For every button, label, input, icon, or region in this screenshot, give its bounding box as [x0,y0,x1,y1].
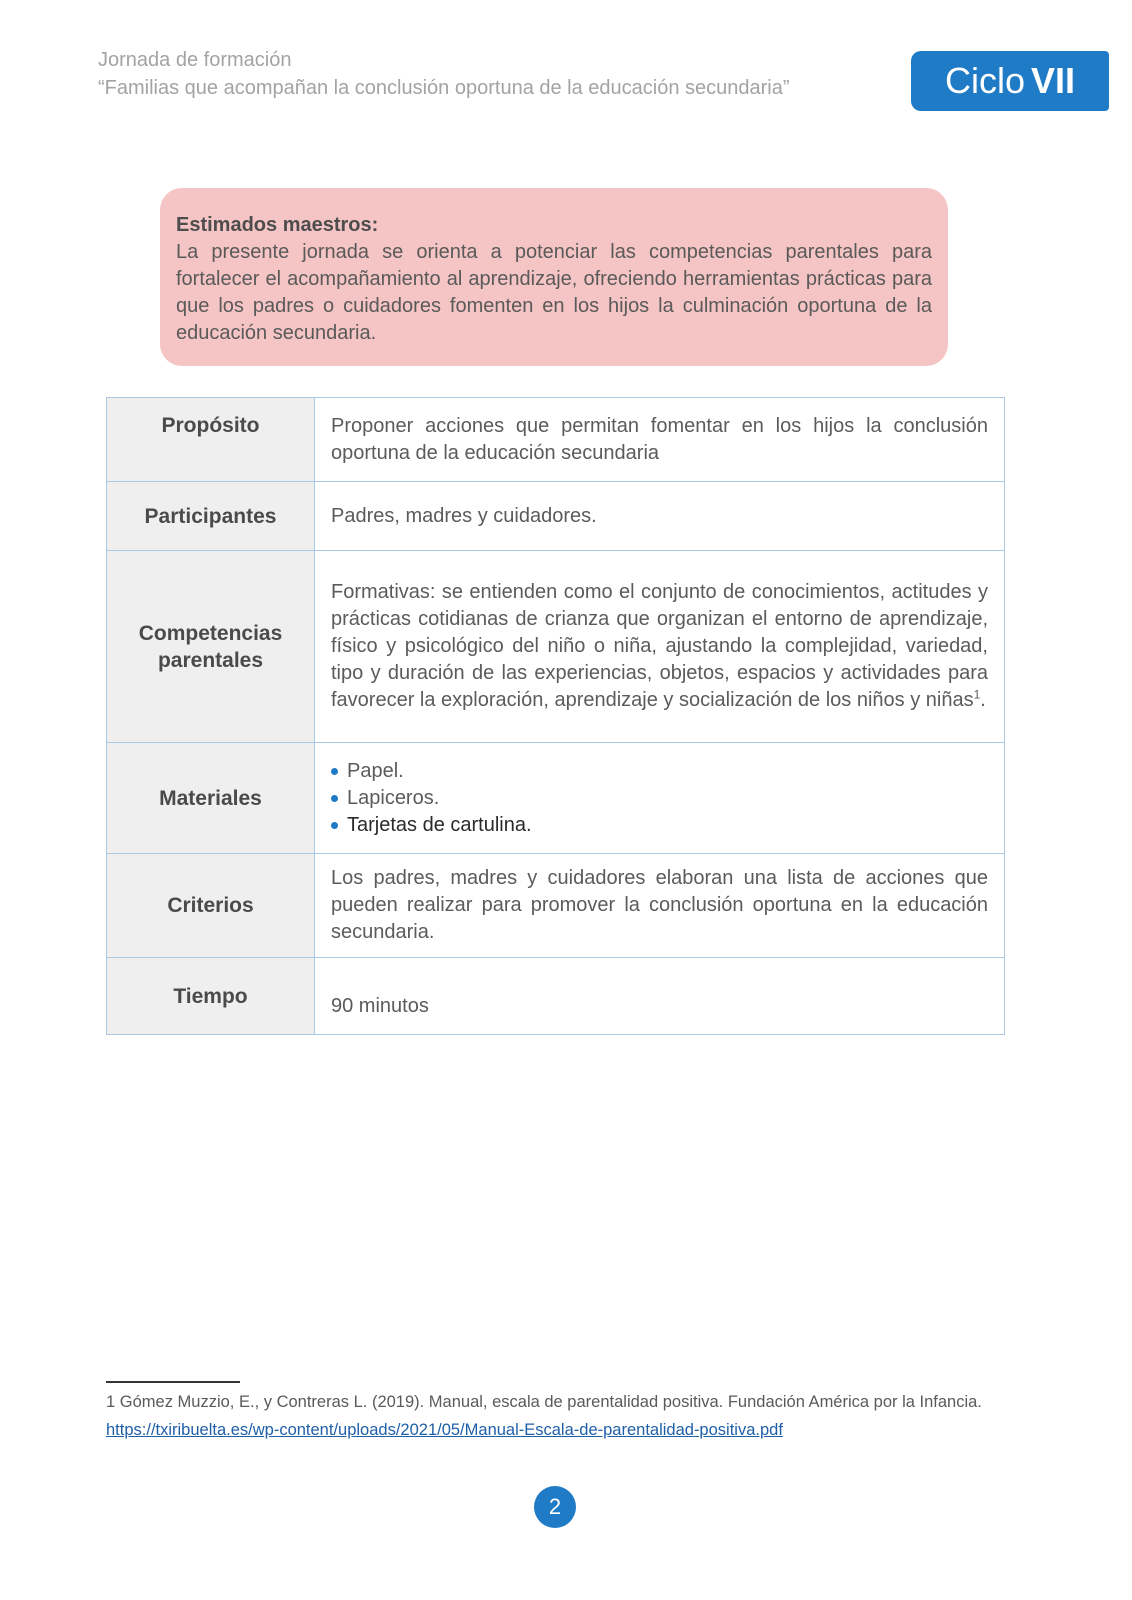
table-row-time [107,958,1005,1035]
row-label-materials: Materiales [107,743,315,854]
row-value-materials [315,743,1005,854]
row-value-criteria: Los padres, madres y cuidadores elaboran una lista de acciones que pueden realizar para promover la conclusión oportuna en la educación secundaria. [315,854,1005,958]
cycle-badge [911,51,1109,111]
table-row-competencies [107,551,1005,743]
row-value-participants: Padres, madres y cuidadores. [315,482,1005,551]
bullet-icon [331,822,338,829]
row-label-participants: Participantes [107,482,315,551]
list-item [331,785,988,812]
bullet-icon [331,768,338,775]
material-item-label: Tarjetas de cartulina. [347,813,532,836]
material-item-label: Lapiceros. [347,786,440,809]
material-item-label: Papel. [347,759,404,782]
note-body: La presente jornada se orienta a potenciar las competencias parentales para fortalecer el acompañamiento al aprendizaje, ofreciendo herramientas prácticas para que los padres o cuidadores fomenten en los hijos la culminación oportuna de la educación secundaria. [176,241,932,344]
page-number-badge: 2 [534,1486,576,1528]
row-label-criteria: Criterios [107,854,315,958]
row-label-competencies: Competencias parentales [107,551,315,743]
footnote-number: 1 [106,1393,116,1411]
header-subtitle: “Familias que acompañan la conclusión oportuna de la educación secundaria” [98,77,790,99]
table-row-purpose [107,398,1005,482]
table-row-participants [107,482,1005,551]
session-info-table [106,397,1005,1035]
table-row-materials [107,743,1005,854]
teacher-note-box [160,188,948,366]
list-item [331,758,988,785]
list-item [331,812,988,839]
header-title: Jornada de formación [98,49,292,71]
footnote-divider [106,1381,240,1383]
competencies-text: Formativas: se entienden como el conjunto de conocimientos, actitudes y prácticas cotidianas de crianza que organizan el entorno de aprendizaje, físico y psicológico del niño o niña, ajustando la complejidad, variedad, tipo y duración de las experiencias, objetos, espacios y actividades para favorecer la exploración, aprendizaje y socialización de los niños y niñas [331,581,988,711]
row-value-purpose: Proponer acciones que permitan fomentar en los hijos la conclusión oportuna de la educación secundaria [315,398,1005,482]
row-value-time: 90 minutos [315,958,1005,1035]
competencies-text-end: . [980,689,986,711]
row-label-purpose: Propósito [107,398,315,482]
footnote [106,1388,1006,1444]
note-title: Estimados maestros: [176,214,379,236]
row-value-competencies [315,551,1005,743]
footnote-text: Gómez Muzzio, E., y Contreras L. (2019). Manual, escala de parentalidad positiva. Fundación América por la Infancia. [119,1393,982,1411]
bullet-icon [331,795,338,802]
footnote-reference: 1 [973,687,981,702]
materials-list [331,758,988,839]
table-row-criteria [107,854,1005,958]
document-header [98,46,898,102]
cycle-badge-number: VII [1031,60,1076,101]
footnote-link[interactable]: https://txiribuelta.es/wp-content/uploads/2021/05/Manual-Escala-de-parentalidad-positiva.pdf [106,1421,783,1439]
row-label-time: Tiempo [107,958,315,1035]
cycle-badge-label: Ciclo [944,60,1025,101]
